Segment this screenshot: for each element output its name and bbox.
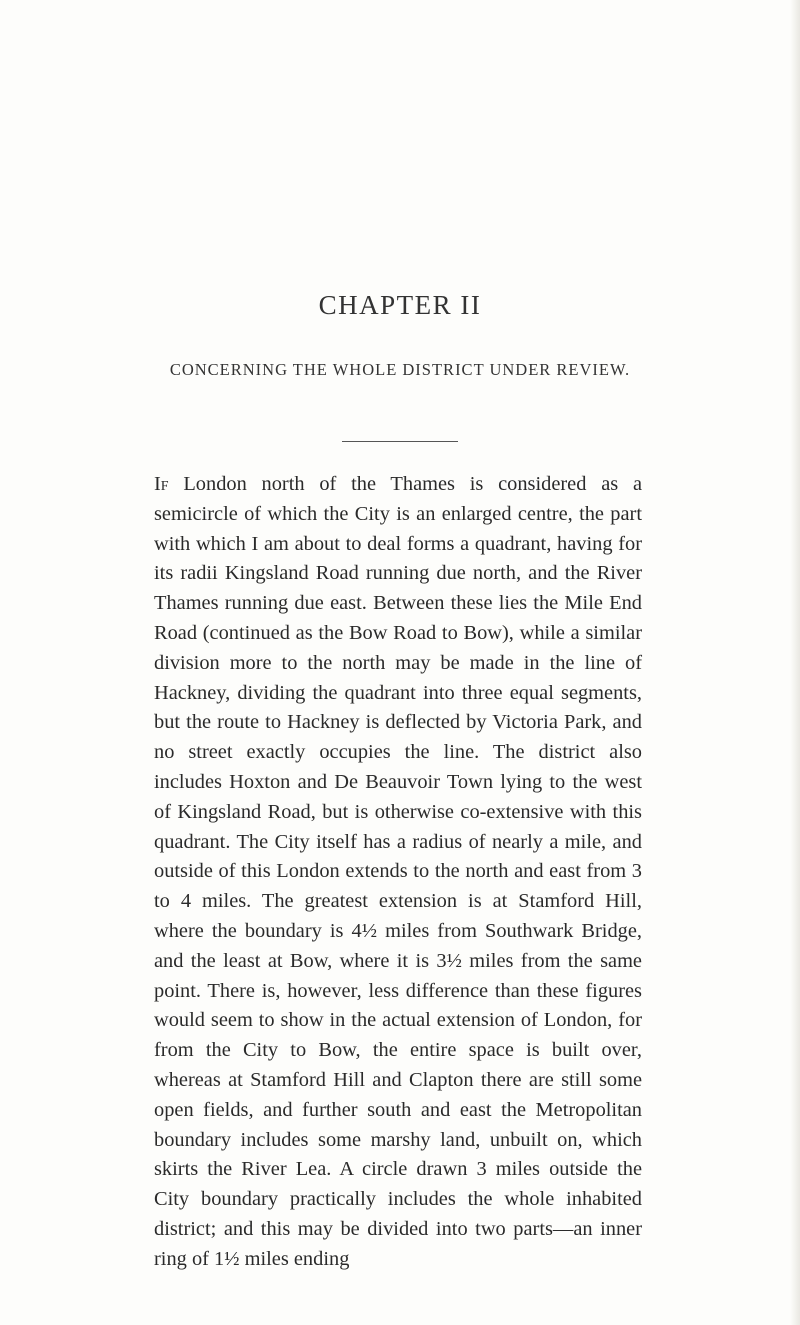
opening-word: If: [154, 473, 169, 495]
section-divider: [342, 441, 458, 442]
paragraph-text: London north of the Thames is considered as a semicircle of which the City is an enlarged centre, the part with which I am about to deal forms a quadrant, having for its radii Kingsland Road running due north, and the River Thames running due east. Between these lies the Mile End Road (continued as the Bow Road to Bow), while a similar division more to the north may be made in the line of Hackney, dividing the quadrant into three equal segments, but the route to Hackney is deflected by Victoria Park, and no street exactly occupies the line. The district also includes Hoxton and De Beauvoir Town lying to the west of Kingsland Road, but is otherwise co-extensive with this quadrant. The City itself has a radius of nearly a mile, and outside of this London extends to the north and east from 3 to 4 miles. The greatest extension is at Stamford Hill, where the boundary is 4½ miles from Southwark Bridge, and the least at Bow, where it is 3½ miles from the same point. There is, however, less difference than these figures would seem to show in the actual extension of London, for from the City to Bow, the entire space is built over, whereas at Stamford Hill and Clapton there are still some open fields, and further south and east the Metropolitan boundary includes some marshy land, unbuilt on, which skirts the River Lea. A circle drawn 3 miles outside the City boundary practically includes the whole inhabited district; and this may be divided into two parts—an inner ring of 1½ miles ending: [154, 473, 642, 1270]
chapter-title: CHAPTER II: [318, 290, 482, 320]
chapter-subtitle: CONCERNING THE WHOLE DISTRICT UNDER REVIEW.: [169, 360, 631, 379]
page-edge-shadow: [790, 0, 800, 1325]
body-paragraph: [154, 470, 642, 1275]
